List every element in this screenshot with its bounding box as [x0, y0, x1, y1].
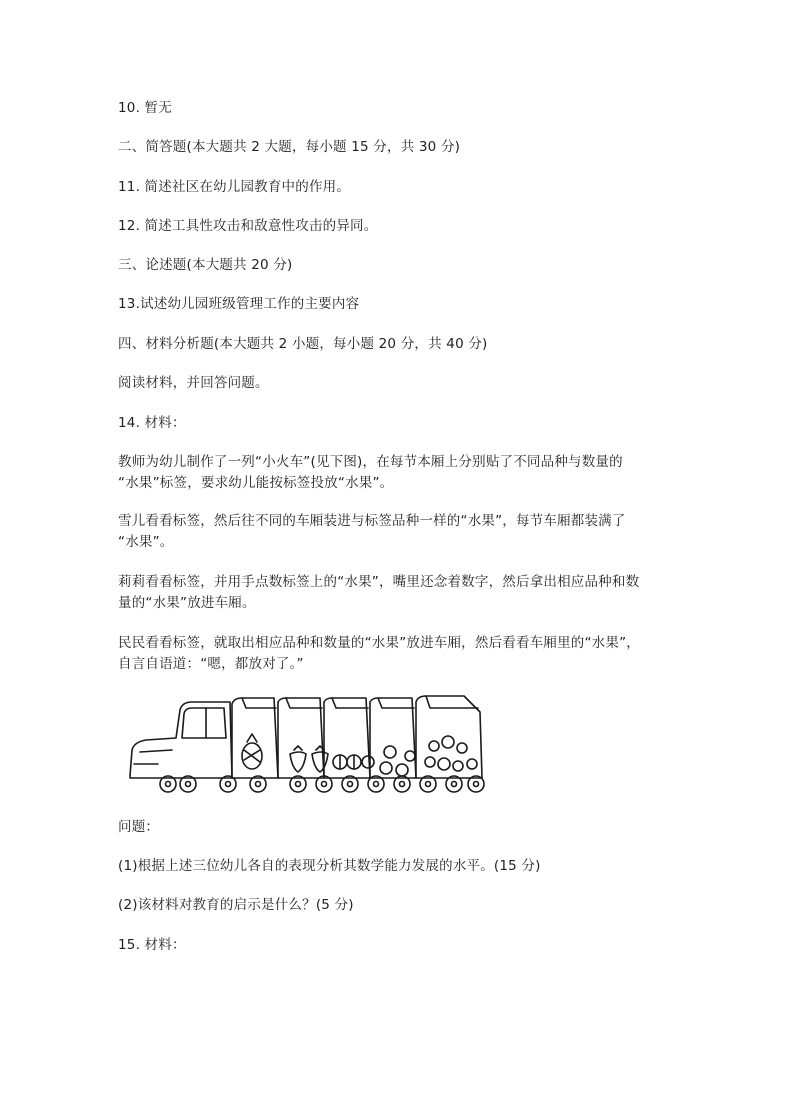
tomato-label: [380, 746, 415, 776]
sub-question-1: (1)根据上述三位幼儿各自的表现分析其数学能力发展的水平。(15 分): [118, 858, 541, 874]
carriage-2: [278, 698, 324, 778]
toy-train-figure: [128, 694, 488, 798]
material-p4-line-2: 自言自语道：“嗯，都放对了。”: [118, 656, 304, 672]
mixed-fruit-label: [425, 736, 477, 771]
carriage-4: [370, 698, 416, 778]
material-p3-line-2: 量的“水果”放进车厢。: [118, 595, 256, 611]
section-2-heading: 二、简答题(本大题共 2 大题，每小题 15 分，共 30 分): [118, 139, 461, 155]
material-p2-line-2: “水果”。: [118, 534, 174, 550]
reading-instruction: 阅读材料，并回答问题。: [118, 375, 269, 391]
melon-label: [333, 755, 374, 769]
pineapple-label: [242, 734, 262, 769]
question-12: 12. 简述工具性攻击和敌意性攻击的异同。: [118, 218, 378, 234]
material-p4-line-1: 民民看看标签，就取出相应品种和数量的“水果”放进车厢，然后看看车厢里的“水果”，: [118, 635, 640, 651]
question-15: 15. 材料：: [118, 937, 186, 953]
material-p3-line-1: 莉莉看看标签，并用手点数标签上的“水果”，嘴里还念着数字，然后拿出相应品种和数: [118, 574, 640, 590]
sub-question-2: (2)该材料对教育的启示是什么？(5 分): [118, 897, 354, 913]
toy-train-with-fruit-labels-icon: [128, 694, 488, 798]
section-4-heading: 四、材料分析题(本大题共 2 小题，每小题 20 分，共 40 分): [118, 336, 488, 352]
material-paragraph-2: [118, 511, 678, 553]
material-p2-line-1: 雪儿看看标签，然后往不同的车厢装进与标签品种一样的“水果”，每节车厢都装满了: [118, 513, 626, 529]
material-p1-line-2: “水果”标签，要求幼儿能按标签投放“水果”。: [118, 475, 394, 491]
locomotive: [130, 702, 232, 778]
material-paragraph-3: [118, 572, 678, 614]
question-14: 14. 材料：: [118, 415, 186, 431]
questions-label: 问题：: [118, 819, 160, 835]
question-11: 11. 简述社区在幼儿园教育中的作用。: [118, 179, 351, 195]
material-paragraph-4: [118, 633, 678, 675]
material-paragraph-1: [118, 452, 678, 494]
material-p1-line-1: 教师为幼儿制作了一列“小火车”(见下图)，在每节本厢上分别贴了不同品种与数量的: [118, 454, 623, 470]
section-3-heading: 三、论述题(本大题共 20 分): [118, 257, 293, 273]
question-10: 10. 暂无: [118, 100, 172, 116]
question-13: 13.试述幼儿园班级管理工作的主要内容: [118, 296, 360, 312]
